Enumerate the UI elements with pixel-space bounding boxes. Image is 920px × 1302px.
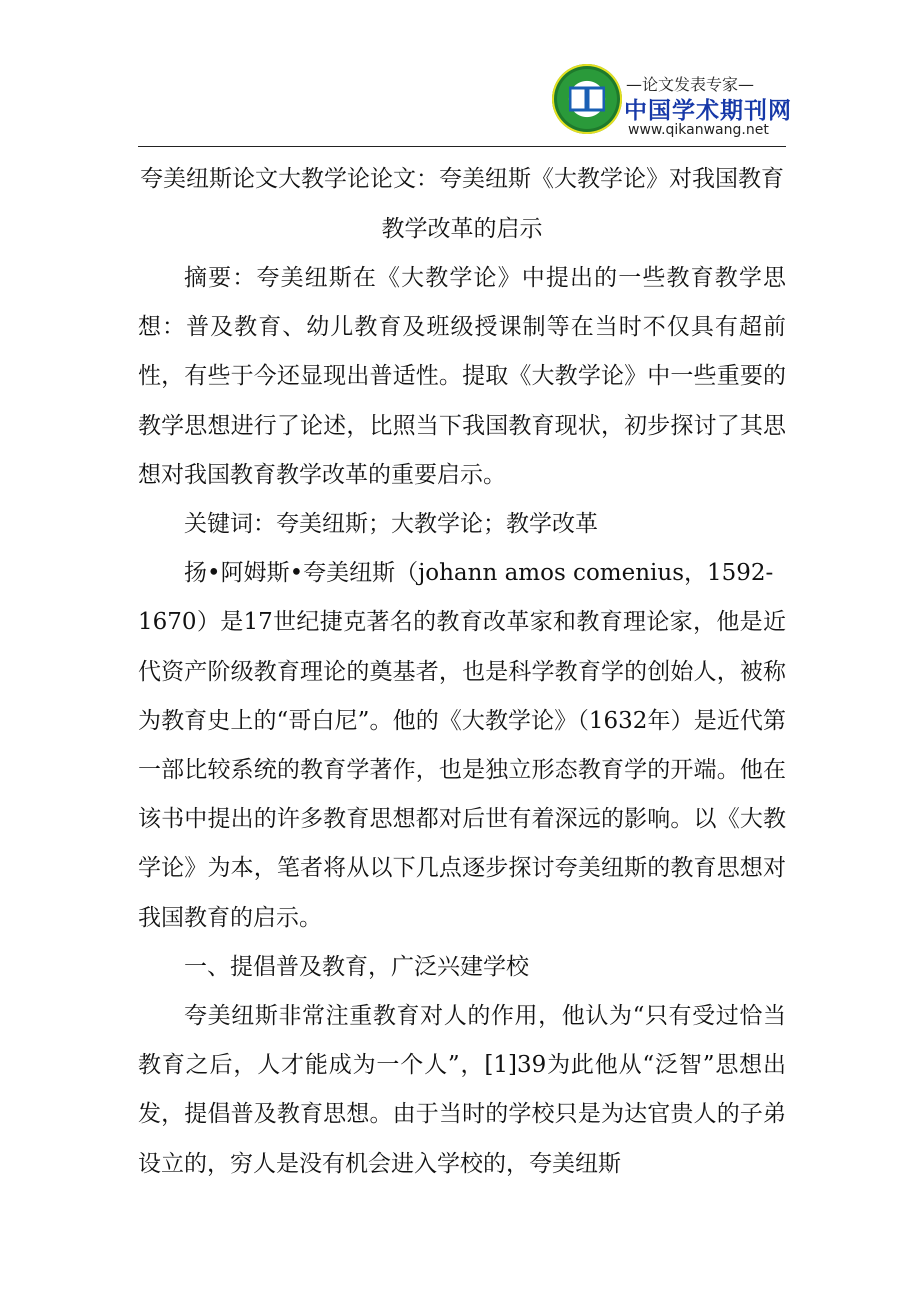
section-1-paragraph: 夸美纽斯非常注重教育对人的作用，他认为“只有受过恰当教育之后，人才能成为一个人”，[1]39为此他从“泛智”思想出发，提倡普及教育思想。由于当时的学校只是为达官贵人的子弟设立的，穷人是没有机会进入学校的，夸美纽斯 bbox=[138, 1003, 786, 1177]
logo-tagline: —论文发表专家— bbox=[626, 75, 755, 94]
abstract-paragraph: 摘要：夸美纽斯在《大教学论》中提出的一些教育教学思想：普及教育、幼儿教育及班级授课制等在当时不仅具有超前性，有些于今还显现出普适性。提取《大教学论》中一些重要的教学思想进行了论述，比照当下我国教育现状，初步探讨了其思想对我国教育教学改革的重要启示。 bbox=[138, 265, 786, 488]
logo-url: www.qikanwang.net bbox=[628, 122, 769, 138]
document-title: 夸美纽斯论文大教学论论文：夸美纽斯《大教学论》对我国教育教学改革的启示 bbox=[140, 166, 784, 242]
keywords-paragraph: 关键词：夸美纽斯；大教学论；教学改革 bbox=[184, 511, 598, 538]
open-book-icon bbox=[569, 84, 605, 114]
page-header bbox=[0, 0, 920, 150]
document-body bbox=[138, 150, 786, 1189]
intro-first-line: 扬•阿姆斯•夸美纽斯（johann amos comenius，1592- bbox=[184, 560, 774, 587]
intro-paragraph: 1670）是17世纪捷克著名的教育改革家和教育理论家，他是近代资产阶级教育理论的奠基者，也是科学教育学的创始人，被称为教育史上的“哥白尼”。他的《大教学论》（1632年）是近代第一部比较系统的教育学著作，也是独立形态教育学的开端。他在该书中提出的许多教育思想都对后世有着深远的影响。以《大教学论》为本，笔者将从以下几点逐步探讨夸美纽斯的教育思想对我国教育的启示。 bbox=[138, 609, 786, 931]
header-divider bbox=[138, 146, 786, 147]
site-logo-emblem bbox=[552, 64, 622, 134]
section-1-heading: 一、提倡普及教育，广泛兴建学校 bbox=[184, 953, 529, 980]
logo-site-name: 中国学术期刊网 bbox=[624, 98, 792, 124]
